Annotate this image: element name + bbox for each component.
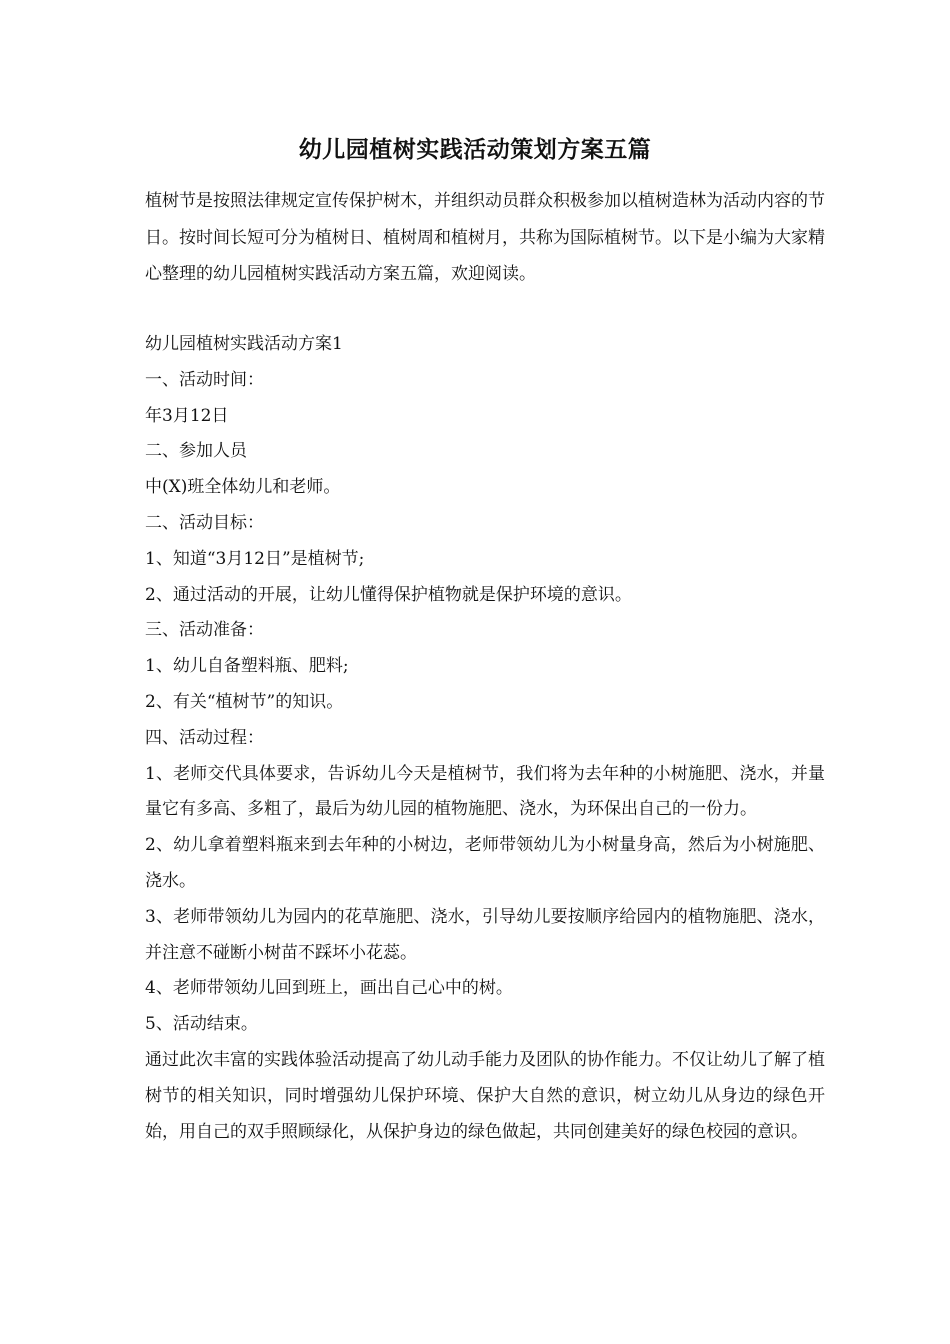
process-step: 1、老师交代具体要求，告诉幼儿今天是植树节，我们将为去年种的小树施肥、浇水，并量量它有多高、多粗了，最后为幼儿园的植物施肥、浇水，为环保出自己的一份力。 xyxy=(145,763,825,820)
text-line: 二、活动目标： xyxy=(145,512,264,533)
intro-paragraph: 植树节是按照法律规定宣传保护树木，并组织动员群众积极参加以植树造林为活动内容的节日。按时间长短可分为植树日、植树周和植树月，共称为国际植树节。以下是小编为大家精心整理的幼儿园植树实践活动方案五篇，欢迎阅读。 xyxy=(145,191,825,284)
text-line: 年3月12日 xyxy=(145,405,229,426)
process-step: 3、老师带领幼儿为园内的花草施肥、浇水，引导幼儿要按顺序给园内的植物施肥、浇水，并注意不碰断小树苗不踩坏小花蕊。 xyxy=(145,906,825,963)
section-heading: 幼儿园植树实践活动方案1 xyxy=(145,334,343,354)
document-body xyxy=(145,327,825,1150)
text-line: 二、参加人员 xyxy=(145,441,247,462)
process-step: 2、幼儿拿着塑料瓶来到去年种的小树边，老师带领幼儿为小树量身高，然后为小树施肥、浇水。 xyxy=(145,835,825,891)
process-step: 5、活动结束。 xyxy=(145,1014,258,1035)
document-title: 幼儿园植树实践活动策划方案五篇 xyxy=(298,136,652,163)
text-line: 一、活动时间： xyxy=(145,369,264,390)
text-line: 三、活动准备： xyxy=(145,620,264,641)
text-line: 四、活动过程： xyxy=(145,727,264,748)
process-step: 4、老师带领幼儿回到班上，画出自己心中的树。 xyxy=(145,978,513,999)
conclusion-paragraph: 通过此次丰富的实践体验活动提高了幼儿动手能力及团队的协作能力。不仅让幼儿了解了植树节的相关知识，同时增强幼儿保护环境、保护大自然的意识，树立幼儿从身边的绿色开始，用自己的双手照顾绿化，从保护身边的绿色做起，共同创建美好的绿色校园的意识。 xyxy=(145,1049,825,1142)
text-line: 1、幼儿自备塑料瓶、肥料; xyxy=(145,656,349,677)
text-line: 1、知道“3月12日”是植树节; xyxy=(145,548,365,569)
text-line: 中(X)班全体幼儿和老师。 xyxy=(145,477,341,498)
text-line: 2、有关“植树节”的知识。 xyxy=(145,691,344,712)
text-line: 2、通过活动的开展，让幼儿懂得保护植物就是保护环境的意识。 xyxy=(145,584,632,605)
